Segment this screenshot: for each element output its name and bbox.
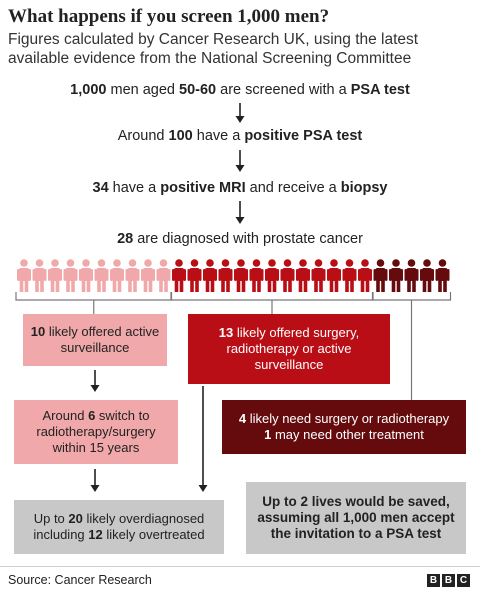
bbc-logo-letter: C xyxy=(457,574,470,587)
person-icon xyxy=(110,259,124,292)
box-offered-surgery: 13 likely offered surgery, radiotherapy or active surveillance xyxy=(188,314,390,384)
person-icon xyxy=(265,259,279,292)
arrow-down-icon xyxy=(91,469,100,492)
person-icon xyxy=(79,259,93,292)
person-icon xyxy=(312,259,326,292)
person-icon xyxy=(281,259,295,292)
step-screened: 1,000 men aged 50-60 are screened with a PSA test xyxy=(70,82,410,98)
person-icon xyxy=(219,259,233,292)
person-icon xyxy=(374,259,388,292)
box-switch-treatment: Around 6 switch to radiotherapy/surgery within 15 years xyxy=(14,400,178,464)
person-icon xyxy=(141,259,155,292)
person-icon xyxy=(17,259,31,292)
arrow-down-icon xyxy=(236,150,245,172)
person-icon xyxy=(33,259,47,292)
bbc-logo xyxy=(427,574,470,587)
person-icon xyxy=(203,259,217,292)
person-icon xyxy=(327,259,341,292)
person-icon xyxy=(405,259,419,292)
person-icon xyxy=(296,259,310,292)
group-bracket xyxy=(373,292,451,300)
person-icon xyxy=(436,259,450,292)
person-icon xyxy=(157,259,171,292)
arrow-down-icon xyxy=(236,201,245,224)
box-lives-saved: Up to 2 lives would be saved, assuming all 1,000 men accept the invitation to a PSA test xyxy=(246,482,466,554)
person-icon xyxy=(95,259,109,292)
person-icon xyxy=(64,259,78,292)
people-icons xyxy=(17,259,450,292)
arrow-down-icon xyxy=(236,103,245,123)
footer-divider xyxy=(0,566,480,567)
step-positive-psa: Around 100 have a positive PSA test xyxy=(117,128,363,144)
person-icon xyxy=(126,259,140,292)
person-icon xyxy=(250,259,264,292)
person-icon xyxy=(420,259,434,292)
chart-title: What happens if you screen 1,000 men? xyxy=(8,6,330,27)
bbc-logo-letter: B xyxy=(442,574,455,587)
person-icon xyxy=(48,259,62,292)
arrow-down-icon xyxy=(91,370,100,392)
person-icon xyxy=(389,259,403,292)
bbc-logo-letter: B xyxy=(427,574,440,587)
group-bracket xyxy=(171,292,373,300)
person-icon xyxy=(172,259,186,292)
box-active-surveillance: 10 likely offered active surveillance xyxy=(23,314,167,366)
person-icon xyxy=(188,259,202,292)
group-bracket xyxy=(16,292,172,300)
step-positive-mri: 34 have a positive MRI and receive a biopsy xyxy=(92,180,388,196)
person-icon xyxy=(343,259,357,292)
person-icon xyxy=(234,259,248,292)
chart-subtitle: Figures calculated by Cancer Research UK, using the latest available evidence from the National Screening Committee xyxy=(8,31,419,67)
step-diagnosed: 28 are diagnosed with prostate cancer xyxy=(117,231,363,247)
box-need-treatment: 4 likely need surgery or radiotherapy 1 may need other treatment xyxy=(222,400,466,454)
person-icon xyxy=(358,259,372,292)
source-label: Source: Cancer Research xyxy=(8,573,152,587)
arrow-down-icon xyxy=(199,386,208,492)
box-overdiagnosed: Up to 20 likely overdiagnosed including 12 likely overtreated xyxy=(14,500,224,554)
